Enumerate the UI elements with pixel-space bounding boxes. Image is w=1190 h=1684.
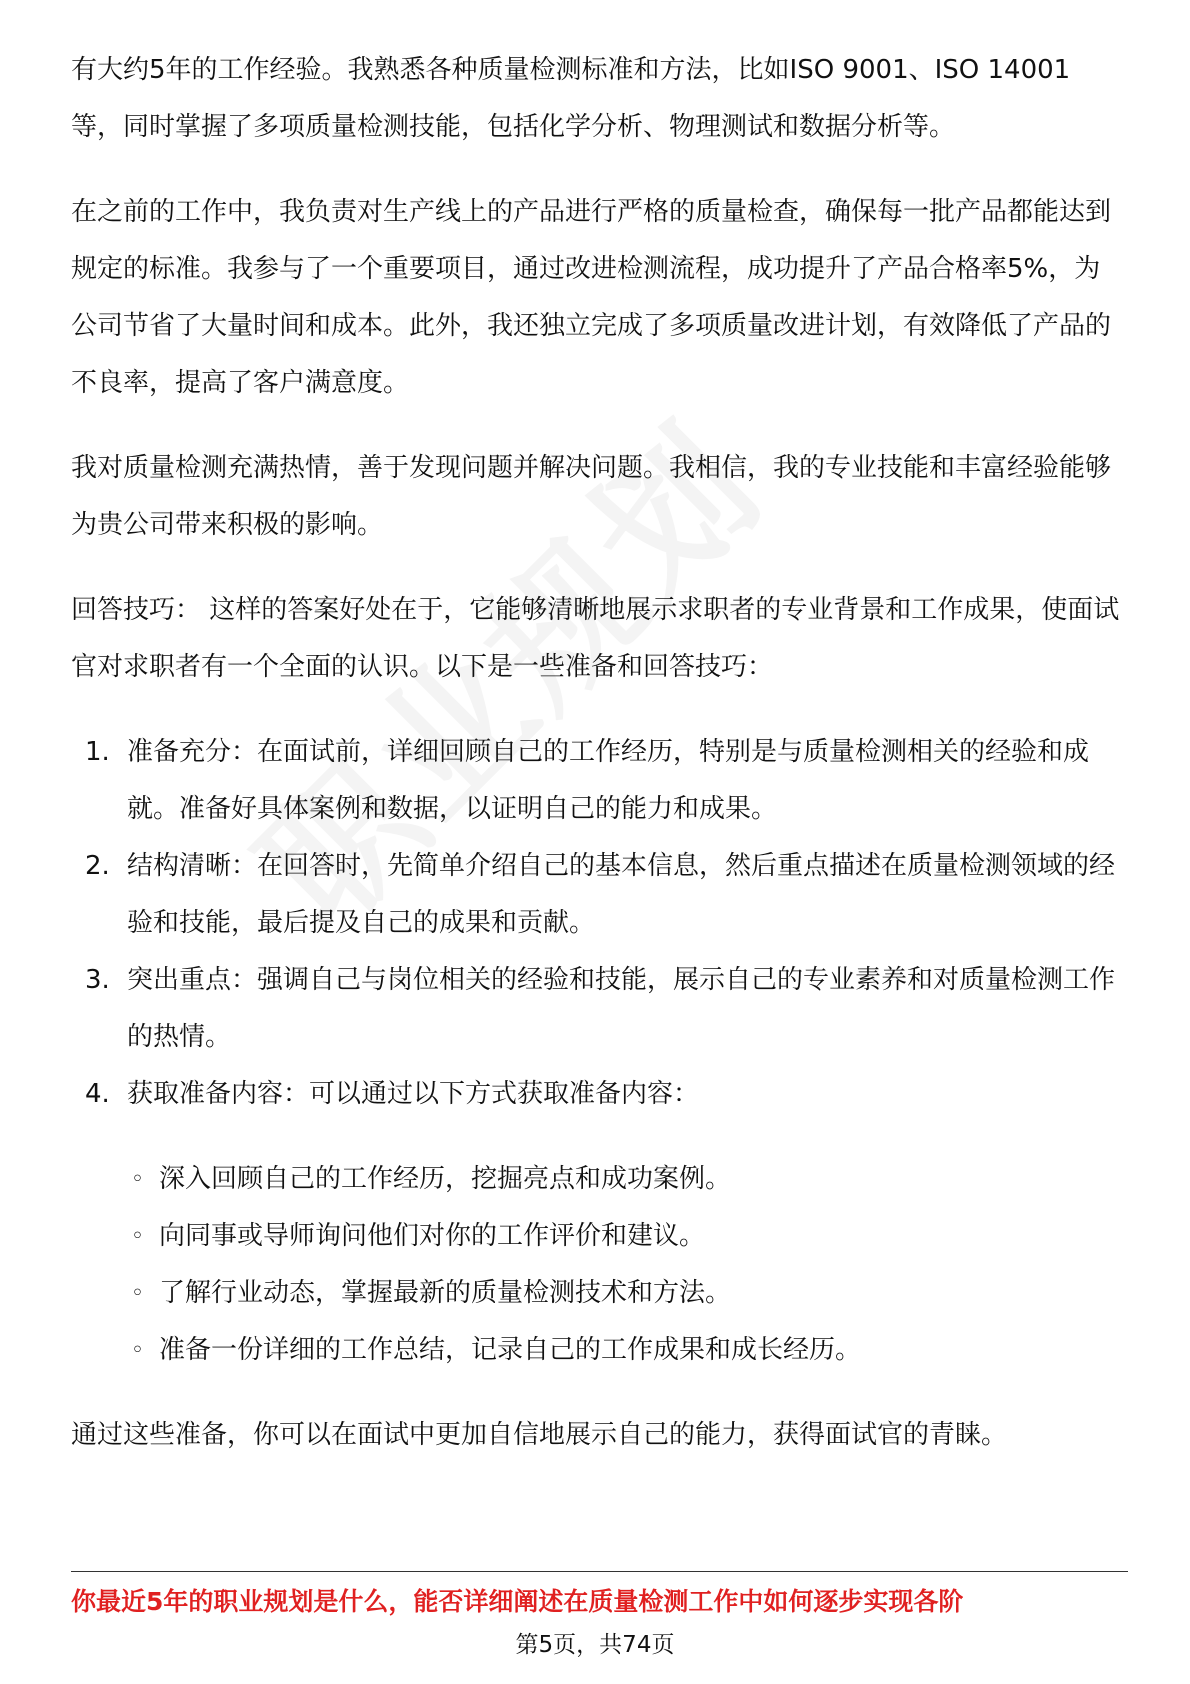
tip-number: 2.: [85, 851, 110, 881]
tip-item: [71, 724, 1121, 838]
sub-item: [127, 1265, 1121, 1322]
preparation-sublist: [71, 1151, 1121, 1379]
tip-text: 结构清晰：在回答时，先简单介绍自己的基本信息，然后重点描述在质量检测领域的经验和技能，最后提及自己的成果和贡献。: [127, 851, 1116, 938]
sub-item-text: 向同事或导师询问他们对你的工作评价和建议。: [159, 1221, 706, 1251]
page-number: 第5页，共74页: [515, 1632, 675, 1658]
paragraph: 我对质量检测充满热情，善于发现问题并解决问题。我相信，我的专业技能和丰富经验能够为贵公司带来积极的影响。: [71, 453, 1112, 540]
paragraph: 在之前的工作中，我负责对生产线上的产品进行严格的质量检查，确保每一批产品都能达到规定的标准。我参与了一个重要项目，通过改进检测流程，成功提升了产品合格率5%，为公司节省了大量时间和成本。此外，我还独立完成了多项质量改进计划，有效降低了产品的不良率，提高了客户满意度。: [71, 197, 1112, 398]
tip-item: [71, 1066, 1121, 1123]
sub-item: [127, 1208, 1121, 1265]
tip-text: 获取准备内容：可以通过以下方式获取准备内容：: [127, 1079, 700, 1109]
tip-text: 准备充分：在面试前，详细回顾自己的工作经历，特别是与质量检测相关的经验和成就。准备好具体案例和数据，以证明自己的能力和成果。: [127, 737, 1090, 824]
next-question-heading: 你最近5年的职业规划是什么，能否详细阐述在质量检测工作中如何逐步实现各阶: [71, 1587, 964, 1616]
sub-item-text: 深入回顾自己的工作经历，挖掘亮点和成功案例。: [159, 1164, 732, 1194]
divider: [71, 1571, 1128, 1572]
answer-tips-intro: 回答技巧： 这样的答案好处在于，它能够清晰地展示求职者的专业背景和工作成果，使面试官对求职者有一个全面的认识。以下是一些准备和回答技巧：: [71, 595, 1120, 682]
tip-text: 突出重点：强调自己与岗位相关的经验和技能，展示自己的专业素养和对质量检测工作的热情。: [127, 965, 1116, 1052]
paragraph: 有大约5年的工作经验。我熟悉各种质量检测标准和方法，比如ISO 9001、ISO 14001等，同时掌握了多项质量检测技能，包括化学分析、物理测试和数据分析等。: [71, 55, 1071, 142]
document-body: [71, 42, 1121, 1492]
circle-bullet-icon: ◦: [131, 1281, 144, 1306]
sub-item: [127, 1322, 1121, 1379]
circle-bullet-icon: ◦: [131, 1224, 144, 1249]
tips-list: [71, 724, 1121, 1123]
sub-item-text: 准备一份详细的工作总结，记录自己的工作成果和成长经历。: [159, 1335, 862, 1365]
tip-item: [71, 952, 1121, 1066]
tip-item: [71, 838, 1121, 952]
circle-bullet-icon: ◦: [131, 1338, 144, 1363]
tip-number: 3.: [85, 965, 110, 995]
sub-item-text: 了解行业动态，掌握最新的质量检测技术和方法。: [159, 1278, 732, 1308]
closing-paragraph: 通过这些准备，你可以在面试中更加自信地展示自己的能力，获得面试官的青睐。: [71, 1420, 1008, 1450]
sub-item: [127, 1151, 1121, 1208]
tip-number: 4.: [85, 1079, 110, 1109]
circle-bullet-icon: ◦: [131, 1167, 144, 1192]
tip-number: 1.: [85, 737, 110, 767]
